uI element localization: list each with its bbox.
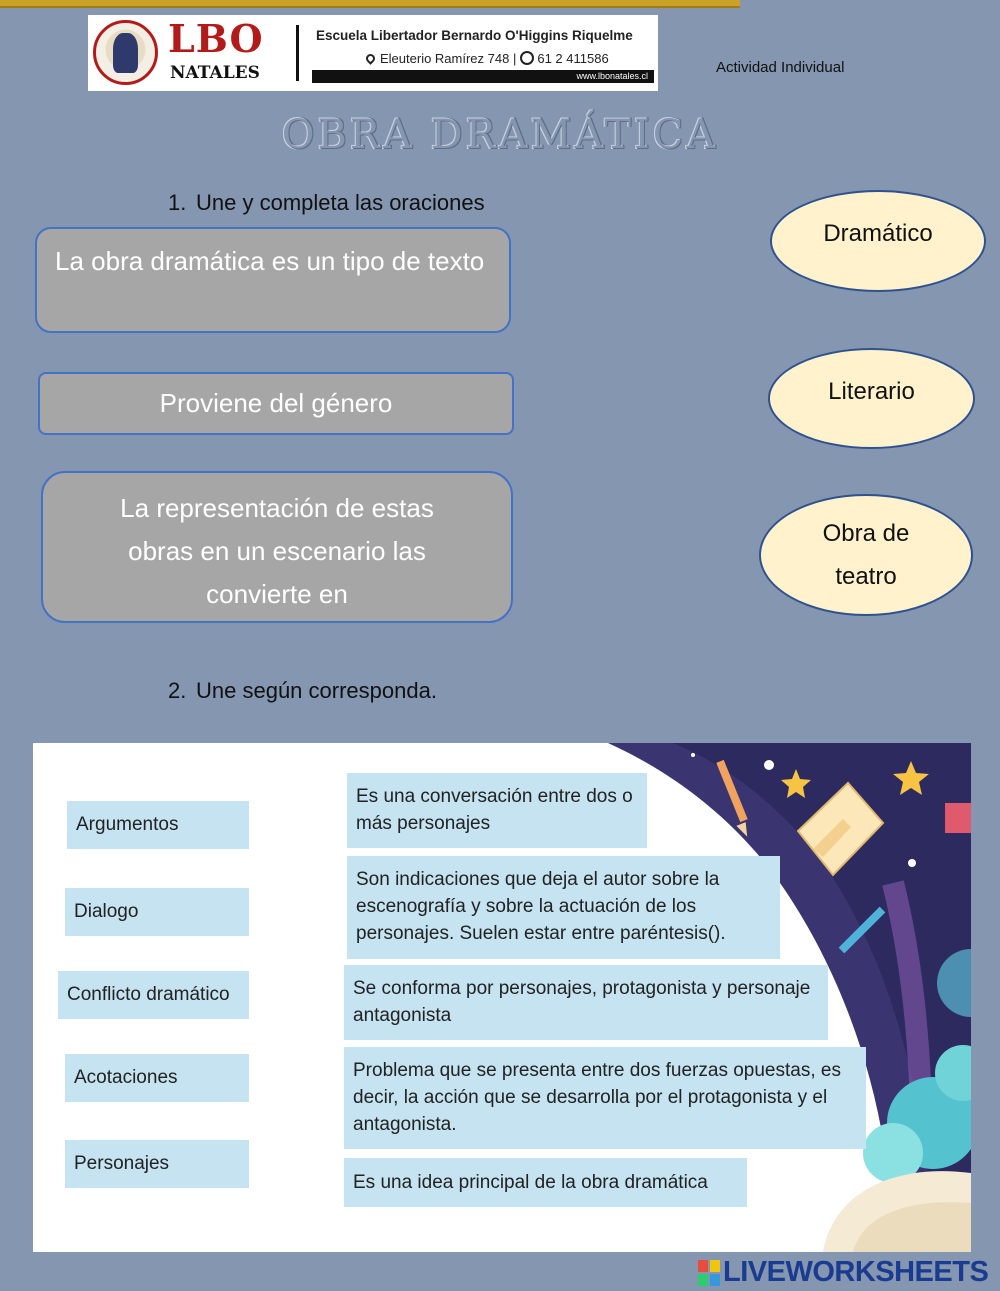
school-name: Escuela Libertador Bernardo O'Higgins Riquelme (316, 28, 633, 43)
option-label-1: Dramático (823, 220, 933, 247)
liveworksheets-text: LIVEWORKSHEETS (723, 1256, 989, 1288)
option-obra-de-teatro[interactable] (759, 494, 973, 616)
option-dramatico[interactable] (770, 190, 986, 292)
definition-text-4: Problema que se presenta entre dos fuerzas opuestas, es decir, la acción que se desarrolla por el protagonista y el antagonista. (353, 1060, 841, 1135)
question-1-heading (168, 190, 485, 216)
school-seal-icon (93, 20, 158, 85)
school-website: www.lbonatales.cl (576, 71, 648, 81)
phone-icon (520, 51, 534, 65)
term-label-5: Personajes (74, 1153, 170, 1174)
sentence-text-2: Proviene del género (159, 388, 393, 418)
liveworksheets-blocks-icon (698, 1260, 720, 1286)
definition-text-5: Es una idea principal de la obra dramática (353, 1172, 708, 1193)
definition-1[interactable] (347, 773, 647, 848)
activity-label: Actividad Individual (716, 59, 845, 76)
sentence-box-2[interactable] (38, 372, 514, 435)
page-title: OBRA DRAMÁTICA (281, 112, 719, 158)
term-acotaciones[interactable] (65, 1054, 249, 1102)
definition-5[interactable] (344, 1158, 747, 1207)
liveworksheets-logo (698, 1256, 988, 1289)
definition-text-1: Es una conversación entre dos o más personajes (356, 786, 633, 834)
option-label-3: Obra de teatro (822, 520, 910, 590)
term-label-2: Dialogo (74, 901, 139, 922)
school-phone: 61 2 411586 (537, 51, 609, 66)
sentence-box-1[interactable] (35, 227, 511, 333)
term-dialogo[interactable] (65, 888, 249, 936)
top-accent-bar (0, 0, 740, 8)
school-header-logo (88, 15, 658, 91)
definition-2[interactable] (347, 856, 780, 959)
brand-lbo: LBO (168, 16, 264, 61)
term-label-4: Acotaciones (74, 1067, 178, 1088)
term-argumentos[interactable] (67, 801, 249, 849)
question-1-number: 1. (168, 190, 187, 215)
brand-city: NATALES (170, 63, 260, 83)
header-divider (296, 25, 299, 81)
term-conflicto-dramatico[interactable] (58, 971, 249, 1019)
option-literario[interactable] (768, 348, 975, 449)
definition-3[interactable] (344, 965, 828, 1040)
term-label-1: Argumentos (76, 814, 179, 835)
matching-panel (33, 743, 971, 1252)
question-2-heading (168, 678, 437, 704)
location-pin-icon (364, 52, 377, 65)
sentence-text-3: La representación de estas obras en un escenario las convierte en (120, 493, 434, 609)
definition-4[interactable] (344, 1047, 866, 1149)
definition-text-3: Se conforma por personajes, protagonista y personaje antagonista (353, 978, 811, 1026)
school-contact: Eleuterio Ramírez 748 | 61 2 411586 (366, 51, 609, 66)
website-bar (312, 70, 654, 83)
definition-text-2: Son indicaciones que deja el autor sobre la escenografía y sobre la actuación de los personajes. Suelen estar entre paréntesis(). (356, 869, 726, 944)
term-label-3: Conflicto dramático (67, 984, 230, 1005)
question-2-number: 2. (168, 678, 187, 703)
sentence-box-3[interactable] (41, 471, 513, 623)
option-label-2: Literario (828, 378, 915, 405)
sentence-text-1: La obra dramática es un tipo de texto (55, 246, 485, 276)
school-address: Eleuterio Ramírez 748 (380, 51, 510, 66)
question-1-text: Une y completa las oraciones (196, 190, 485, 215)
term-personajes[interactable] (65, 1140, 249, 1188)
question-2-text: Une según corresponda. (196, 678, 437, 703)
